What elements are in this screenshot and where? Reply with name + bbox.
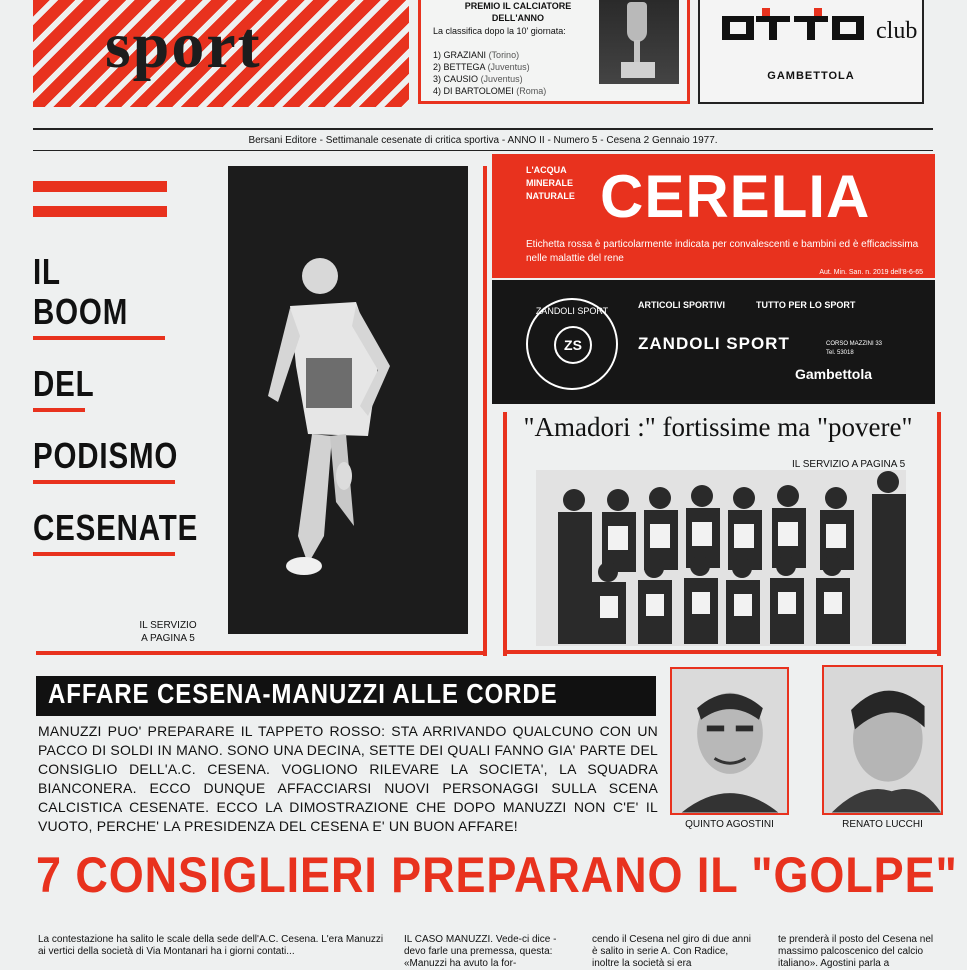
ranking-item: 3) CAUSIO (Juventus) [433, 74, 523, 84]
otto-club-ad [698, 0, 924, 104]
cerelia-acqua: L'ACQUA MINERALE NATURALE [526, 165, 575, 201]
divider-red [503, 412, 507, 656]
affare-title-bar [36, 676, 656, 716]
affare-body [38, 722, 658, 836]
otto-town: GAMBETTOLA [767, 70, 855, 82]
zandoli-ad [492, 280, 935, 404]
zandoli-tutto: TUTTO PER LO SPORT [756, 300, 856, 310]
premio-heading: PREMIO IL CALCIATORE DELL'ANNO [464, 1, 572, 23]
caption-agostini: QUINTO AGOSTINI [685, 819, 774, 830]
lead-headline [33, 251, 199, 580]
article-column: La contestazione ha salito le scale della sede dell'A.C. Cesena. L'era Manuzzi ai vertici della società di Via Montanari ha i giorni contati... [38, 934, 384, 957]
lead-line: CESENATE [33, 507, 199, 548]
lead-servizio: IL SERVIZIO A PAGINA 5 [139, 620, 197, 644]
team-photo [536, 470, 906, 646]
amadori-headline: "Amadori :" fortissime ma "povere" [523, 412, 913, 442]
premio-intro: La classifica dopo la 10' giornata: [433, 26, 566, 36]
premio-box [418, 0, 690, 104]
divider [33, 128, 933, 130]
zandoli-name: ZANDOLI SPORT [638, 334, 790, 353]
portrait-agostini [670, 667, 789, 815]
cerelia-ad [492, 154, 935, 278]
decor-stripe [33, 181, 167, 192]
article-column: IL CASO MANUZZI. Vede-ci dice - devo farle una premessa, questa: «Manuzzi ha avuto la for- [404, 934, 557, 969]
trophy-photo [599, 0, 679, 84]
cerelia-authorization: Aut. Min. San. n. 2019 dell'8-6-65 [819, 269, 923, 276]
divider [33, 150, 933, 151]
lead-line: PODISMO [33, 435, 179, 476]
divider-red [503, 650, 941, 654]
zandoli-articoli: ARTICOLI SPORTIVI [638, 300, 726, 310]
runner-photo [228, 166, 468, 634]
byline: Bersani Editore - Settimanale cesenate di critica sportiva - ANNO II - Numero 5 - Cesena 2 Gennaio 1977. [248, 135, 718, 146]
divider-red [937, 412, 941, 656]
masthead-title: sport [105, 9, 262, 82]
affare-paragraph: MANUZZI PUO' PREPARARE IL TAPPETO ROSSO: STA ARRIVANDO QUALCUNO CON UN PACCO DI SOLDI IN MANO. SONO UNA DECINA, SETTE DEI QUALI FANNO GIA' PARTE DEL CONSIGLIO DELL'A.C. CESENA. VOGLIONO RILEVARE LA SOCIETA', LA SQUADRA BIANCONERA. ECCO DUNQUE AFFACCIARSI NUOVI PERSONAGGI SULLA SCENA CALCISTICA CESENATE. ECCO LA DIMOSTRAZIONE CHE DOPO MANUZZI NON C'E' IL VUOTO, PERCHE' LA PRESIDENZA DEL CESENA E' UN BUON AFFARE! [38, 723, 658, 834]
ranking-item: 1) GRAZIANI (Torino) [433, 50, 520, 60]
article-column: cendo il Cesena nel giro di due anni è salito in serie A. Con Radice, inoltre la società si era [592, 934, 751, 969]
cerelia-brand: CERELIA [600, 163, 871, 230]
affare-title: AFFARE CESENA-MANUZZI ALLE CORDE [48, 678, 558, 709]
zandoli-town: Gambettola [795, 366, 873, 382]
otto-logo [722, 8, 864, 48]
lead-line: IL BOOM [33, 251, 129, 332]
divider-red [36, 651, 487, 655]
golpe-headline: 7 CONSIGLIERI PREPARANO IL "GOLPE" [36, 847, 958, 903]
cerelia-description: Etichetta rossa è particolarmente indicata per convalescenti e bambini ed è efficacissima nelle malattie del rene [526, 239, 919, 264]
zandoli-address: CORSO MAZZINI 33 Tel. 53018 [826, 341, 883, 356]
caption-lucchi: RENATO LUCCHI [842, 819, 923, 830]
amadori-servizio: IL SERVIZIO A PAGINA 5 [792, 459, 906, 470]
masthead-sport-banner [33, 0, 409, 107]
portrait-lucchi [822, 665, 943, 815]
decor-stripe [33, 206, 167, 217]
zandoli-logo: ZANDOLI SPORT ZS [526, 298, 618, 390]
ranking-item: 4) DI BARTOLOMEI (Roma) [433, 86, 547, 96]
ranking-item: 2) BETTEGA (Juventus) [433, 62, 530, 72]
otto-club-label: club [876, 18, 918, 44]
ranking-list [433, 49, 546, 97]
divider-red [483, 166, 487, 656]
article-column: te prenderà il posto del Cesena nel massimo palcoscenico del calcio italiano». Agostini parla a [778, 934, 934, 969]
lead-line: DEL [33, 363, 95, 404]
